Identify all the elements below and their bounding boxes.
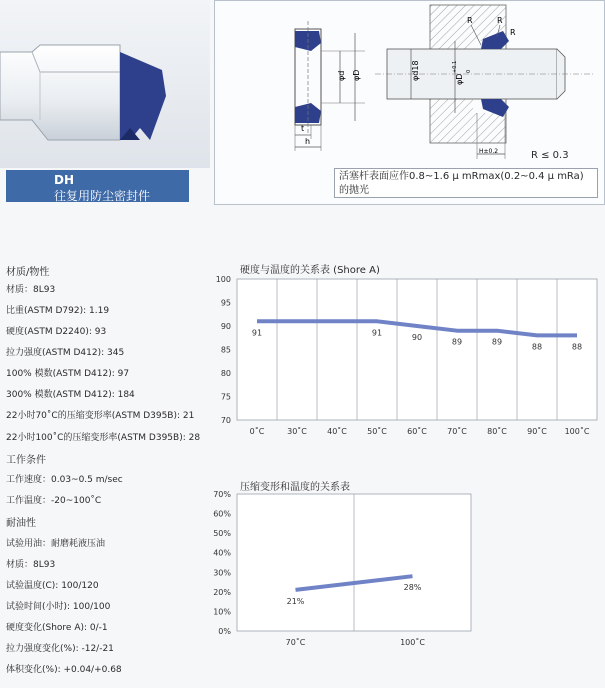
product-name: 往复用防尘密封件 bbox=[54, 189, 151, 203]
prop-test-oil: 试验用油：耐磨耗液压油 bbox=[6, 539, 106, 549]
x-tick-label: 30˚C bbox=[287, 427, 307, 436]
dim-D-tol-sub: 0 bbox=[466, 69, 472, 73]
y-tick-label: 80 bbox=[220, 369, 231, 378]
surface-note-line-1: 活塞杆表面应作0.8~1.6 μ mRmax(0.2~0.4 μ mRa) bbox=[339, 171, 584, 182]
prop-tensile: 拉力强度(ASTM D412): 345 bbox=[6, 348, 125, 358]
dim-H-label: H±0.2 bbox=[479, 148, 499, 155]
dim-d18-label: φd18 bbox=[411, 60, 420, 81]
y-tick-label: 50% bbox=[213, 529, 231, 539]
data-label: 88 bbox=[531, 342, 543, 352]
x-tick-label: 80˚C bbox=[487, 427, 507, 436]
data-label: 89 bbox=[491, 337, 503, 347]
prop-modulus-300: 300% 模数(ASTM D412): 184 bbox=[6, 390, 135, 400]
x-tick-label: 100˚C bbox=[400, 638, 425, 647]
radius-label-3: R bbox=[510, 28, 516, 37]
product-code: DH bbox=[54, 173, 75, 187]
hardness-chart bbox=[205, 272, 600, 442]
product-title-box bbox=[6, 170, 189, 202]
prop-hardness: 硬度(ASTM D2240): 93 bbox=[6, 327, 107, 337]
y-tick-label: 95 bbox=[220, 298, 231, 308]
section-material-heading: 材质/物性 bbox=[6, 267, 50, 278]
compression-chart bbox=[205, 488, 475, 648]
surface-note-line-2: 的抛光 bbox=[339, 185, 369, 196]
x-tick-label: 0˚C bbox=[249, 427, 265, 436]
x-tick-label: 40˚C bbox=[327, 427, 347, 436]
y-tick-label: 90 bbox=[220, 322, 231, 331]
y-tick-label: 30% bbox=[213, 568, 231, 578]
x-tick-label: 90˚C bbox=[527, 427, 547, 436]
data-label: 88 bbox=[571, 342, 583, 352]
prop-compression-70: 22小时70˚C的压缩变形率(ASTM D395B): 21 bbox=[6, 411, 195, 421]
dim-D-label: φD bbox=[352, 69, 361, 81]
radius-note: R ≤ 0.3 bbox=[531, 150, 569, 161]
prop-temperature: 工作温度：-20~100˚C bbox=[6, 496, 102, 506]
y-tick-label: 20% bbox=[213, 587, 231, 597]
x-tick-label: 60˚C bbox=[407, 427, 427, 436]
dim-d-label: φd bbox=[337, 70, 346, 81]
prop-tensile-change: 拉力强度变化(%): -12/-21 bbox=[6, 644, 114, 654]
prop-hardness-change: 硬度变化(Shore A): 0/-1 bbox=[6, 623, 108, 633]
prop-speed: 工作速度：0.03~0.5 m/sec bbox=[6, 475, 123, 485]
plot-area bbox=[237, 279, 597, 420]
y-tick-label: 40% bbox=[213, 548, 231, 558]
x-tick-label: 70˚C bbox=[447, 427, 467, 436]
housing-drawing bbox=[375, 5, 595, 159]
hardness-chart-title: 硬度与温度的关系表 (Shore A) bbox=[240, 265, 380, 276]
dim-D-tol-sup: +0.1 bbox=[452, 60, 458, 73]
prop-test-material: 材质：8L93 bbox=[6, 560, 56, 570]
prop-modulus-100: 100% 模数(ASTM D412): 97 bbox=[6, 369, 130, 379]
y-tick-label: 10% bbox=[213, 607, 231, 617]
y-tick-label: 75 bbox=[220, 392, 231, 402]
x-tick-label: 70˚C bbox=[285, 638, 306, 647]
compression-chart-title: 压缩变形和温度的关系表 bbox=[240, 482, 350, 493]
dim-t-label: t bbox=[301, 124, 305, 133]
data-label: 90 bbox=[411, 333, 423, 342]
seal-section-drawing bbox=[295, 21, 365, 151]
data-label: 28% bbox=[403, 583, 422, 593]
y-tick-label: 70 bbox=[220, 416, 231, 425]
x-tick-label: 50˚C bbox=[367, 427, 387, 436]
y-tick-label: 70% bbox=[213, 490, 231, 499]
dim-h-label: h bbox=[305, 137, 311, 146]
product-image bbox=[0, 0, 210, 168]
data-label: 89 bbox=[451, 337, 463, 347]
dim-D-tol-label: φD bbox=[455, 73, 464, 85]
y-tick-label: 100 bbox=[215, 275, 231, 284]
prop-volume-change: 体积变化(%): +0.04/+0.68 bbox=[6, 665, 122, 675]
prop-test-temp: 试验温度(C): 100/120 bbox=[6, 581, 99, 591]
y-tick-label: 85 bbox=[220, 345, 231, 355]
surface-note bbox=[334, 168, 598, 198]
data-label: 91 bbox=[371, 328, 383, 338]
section-oil-heading: 耐油性 bbox=[6, 518, 36, 529]
x-tick-label: 100˚C bbox=[564, 427, 590, 436]
prop-material: 材质：8L93 bbox=[6, 285, 56, 295]
prop-density: 比重(ASTM D792): 1.19 bbox=[6, 306, 110, 316]
data-label: 21% bbox=[286, 596, 305, 606]
section-conditions-heading: 工作条件 bbox=[6, 455, 46, 466]
radius-label-1: R bbox=[467, 16, 473, 25]
y-tick-label: 60% bbox=[213, 509, 231, 519]
seal-profile-image bbox=[0, 0, 210, 168]
data-label: 91 bbox=[251, 328, 263, 338]
y-tick-label: 0% bbox=[218, 627, 231, 636]
prop-compression-100: 22小时100˚C的压缩变形率(ASTM D395B): 28 bbox=[6, 433, 201, 443]
radius-label-2: R bbox=[497, 16, 503, 25]
prop-test-time: 试验时间(小时): 100/100 bbox=[6, 602, 111, 612]
